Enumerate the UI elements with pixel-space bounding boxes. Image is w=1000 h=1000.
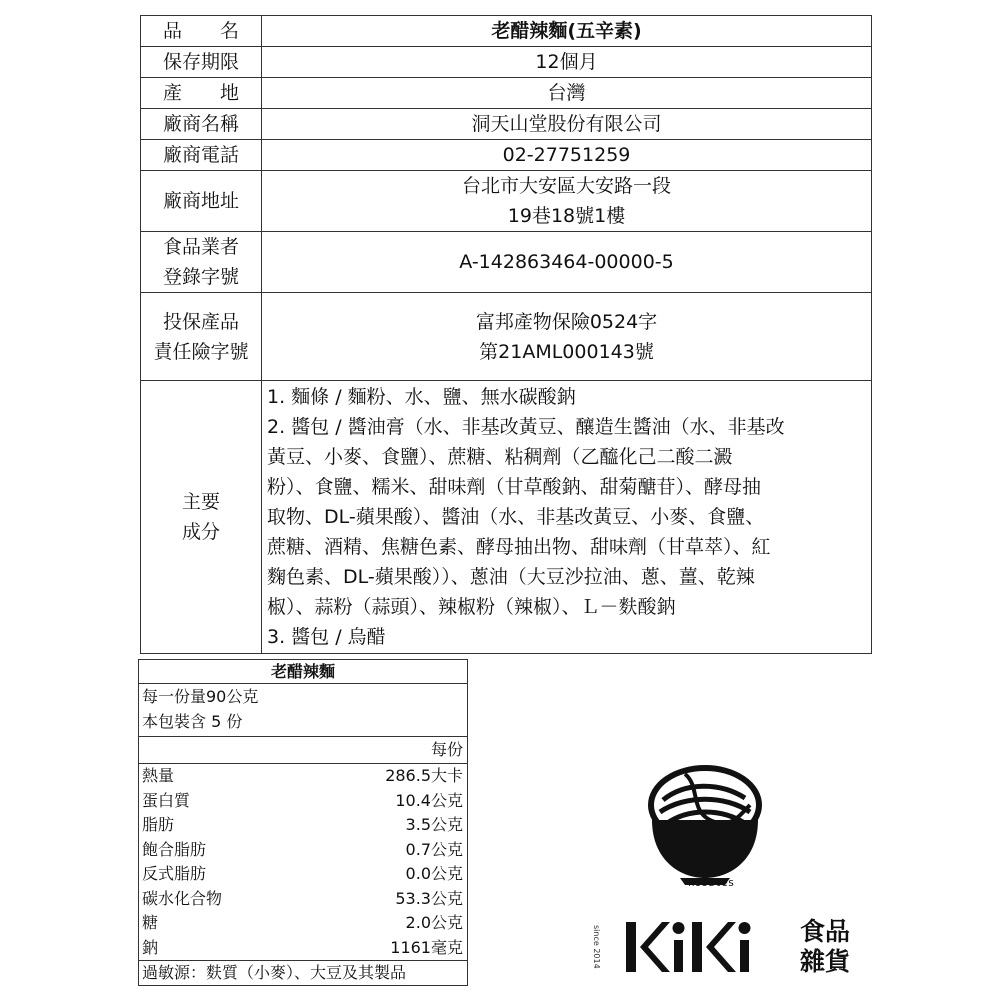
registration-value: A-142863464-00000-5 [262,232,872,293]
ingredient-line: 2. 醬包 / 醬油膏（水、非基改黃豆、釀造生醬油（水、非基改 [267,416,785,438]
name-label: 品 名 [141,16,262,47]
nutrient-name: 反式脂肪 [142,864,207,883]
noodles-word: noodles [688,876,735,889]
phone-value: 02-27751259 [262,140,872,171]
insurance-label-1: 投保產品 [162,310,239,333]
insurance-value-2: 第21AML000143號 [479,340,654,363]
nutrient-value: 53.3公克 [395,888,463,908]
ingredient-line: 1. 麵條 / 麵粉、水、鹽、無水碳酸鈉 [267,386,576,408]
nutrient-name: 鈉 [142,937,159,957]
nutrient-value: 1161毫克 [390,937,463,957]
nutrient-value: 0.0公克 [405,864,463,883]
product-info-table [140,15,872,654]
insurance-label-2: 責任險字號 [153,340,249,363]
nutrient-value: 2.0公克 [405,913,463,932]
nutrient-row-saturated-fat [142,838,463,863]
ingredient-line: 蔗糖、酒精、焦糖色素、酵母抽出物、甜味劑（甘草萃）、紅 [267,536,771,558]
ingredient-line: 取物、DL-蘋果酸）、醬油（水、非基改黃豆、小麥、食鹽、 [267,506,765,528]
registration-label-2: 登錄字號 [162,266,239,288]
ingredient-line: 麴色素、DL-蘋果酸））、蔥油（大豆沙拉油、蔥、薑、乾辣 [267,566,755,588]
nutrient-value: 286.5大卡 [385,766,463,785]
origin-value: 台灣 [262,78,872,109]
ingredient-line: 黃豆、小麥、食鹽）、蔗糖、粘稠劑（乙醯化己二酸二澱 [267,446,733,468]
shelf-life-value: 12個月 [262,47,872,78]
noodle-bowl-icon [651,768,759,885]
nutrient-row-fat [142,813,463,838]
servings-per-pack: 本包裝含 5 份 [142,712,243,731]
allergen-note: 過敏源：麩質（小麥）、大豆及其製品 [142,963,407,982]
tiny-vertical-text: since 2014 [592,925,601,969]
brand-chinese-line-2: 雜貨 [800,947,851,976]
ingredients-label [141,381,262,654]
nutrient-row-sugar [142,911,463,936]
nutrient-value: 3.5公克 [405,815,463,834]
ingredient-line: 粉）、食鹽、糯米、甜味劑（甘草酸鈉、甜菊醣苷）、酵母抽 [267,476,762,498]
nutrient-row-sodium [142,936,463,961]
maker-label: 廠商名稱 [141,109,262,140]
ingredients-label-2: 成分 [181,521,220,543]
nutrient-name: 脂肪 [142,815,175,834]
address-line-2: 19巷18號1樓 [507,205,626,227]
nutrient-name: 糖 [142,913,159,932]
address-value [262,171,872,232]
per-serving-header: 每份 [139,737,467,764]
maker-value: 洞天山堂股份有限公司 [262,109,872,140]
ingredients-value [262,381,872,654]
nutrient-row-protein [142,789,463,814]
ingredient-line: 3. 醬包 / 烏醋 [267,626,386,648]
address-label: 廠商地址 [141,171,262,232]
nutrient-row-carbohydrate [142,887,463,912]
insurance-value-1: 富邦產物保險0524字 [475,310,658,333]
registration-label-1: 食品業者 [162,236,239,258]
nutrient-name: 熱量 [142,766,175,785]
insurance-value [262,293,872,381]
origin-label: 產 地 [141,78,262,109]
insurance-label [141,293,262,381]
serving-info [139,684,467,737]
address-line-1: 台北市大安區大安路一段 [461,175,671,197]
shelf-life-label: 保存期限 [141,47,262,78]
name-value: 老醋辣麵(五辛素) [262,16,872,47]
nutrient-name: 飽合脂肪 [142,839,207,859]
nutrient-rows [139,764,467,961]
nutrition-title: 老醋辣麵 [139,660,467,684]
nutrition-facts-panel [138,659,468,986]
brand-chinese [800,917,850,977]
nutrient-value: 0.7公克 [405,839,463,859]
phone-label: 廠商電話 [141,140,262,171]
ingredient-line: 椒）、蒜粉（蒜頭）、辣椒粉（辣椒）、Ｌ－麩酸鈉 [267,596,676,618]
nutrient-value: 10.4公克 [395,790,463,810]
registration-label [141,232,262,293]
nutrient-row-trans-fat [142,862,463,887]
nutrient-name: 碳水化合物 [142,888,223,908]
serving-size: 每一份量90公克 [142,687,259,706]
nutrient-row-calories [142,764,463,789]
ingredients-label-1: 主要 [181,491,220,513]
nutrient-name: 蛋白質 [142,790,191,810]
brand-chinese-line-1: 食品 [800,917,851,946]
kiki-wordmark [626,922,751,972]
